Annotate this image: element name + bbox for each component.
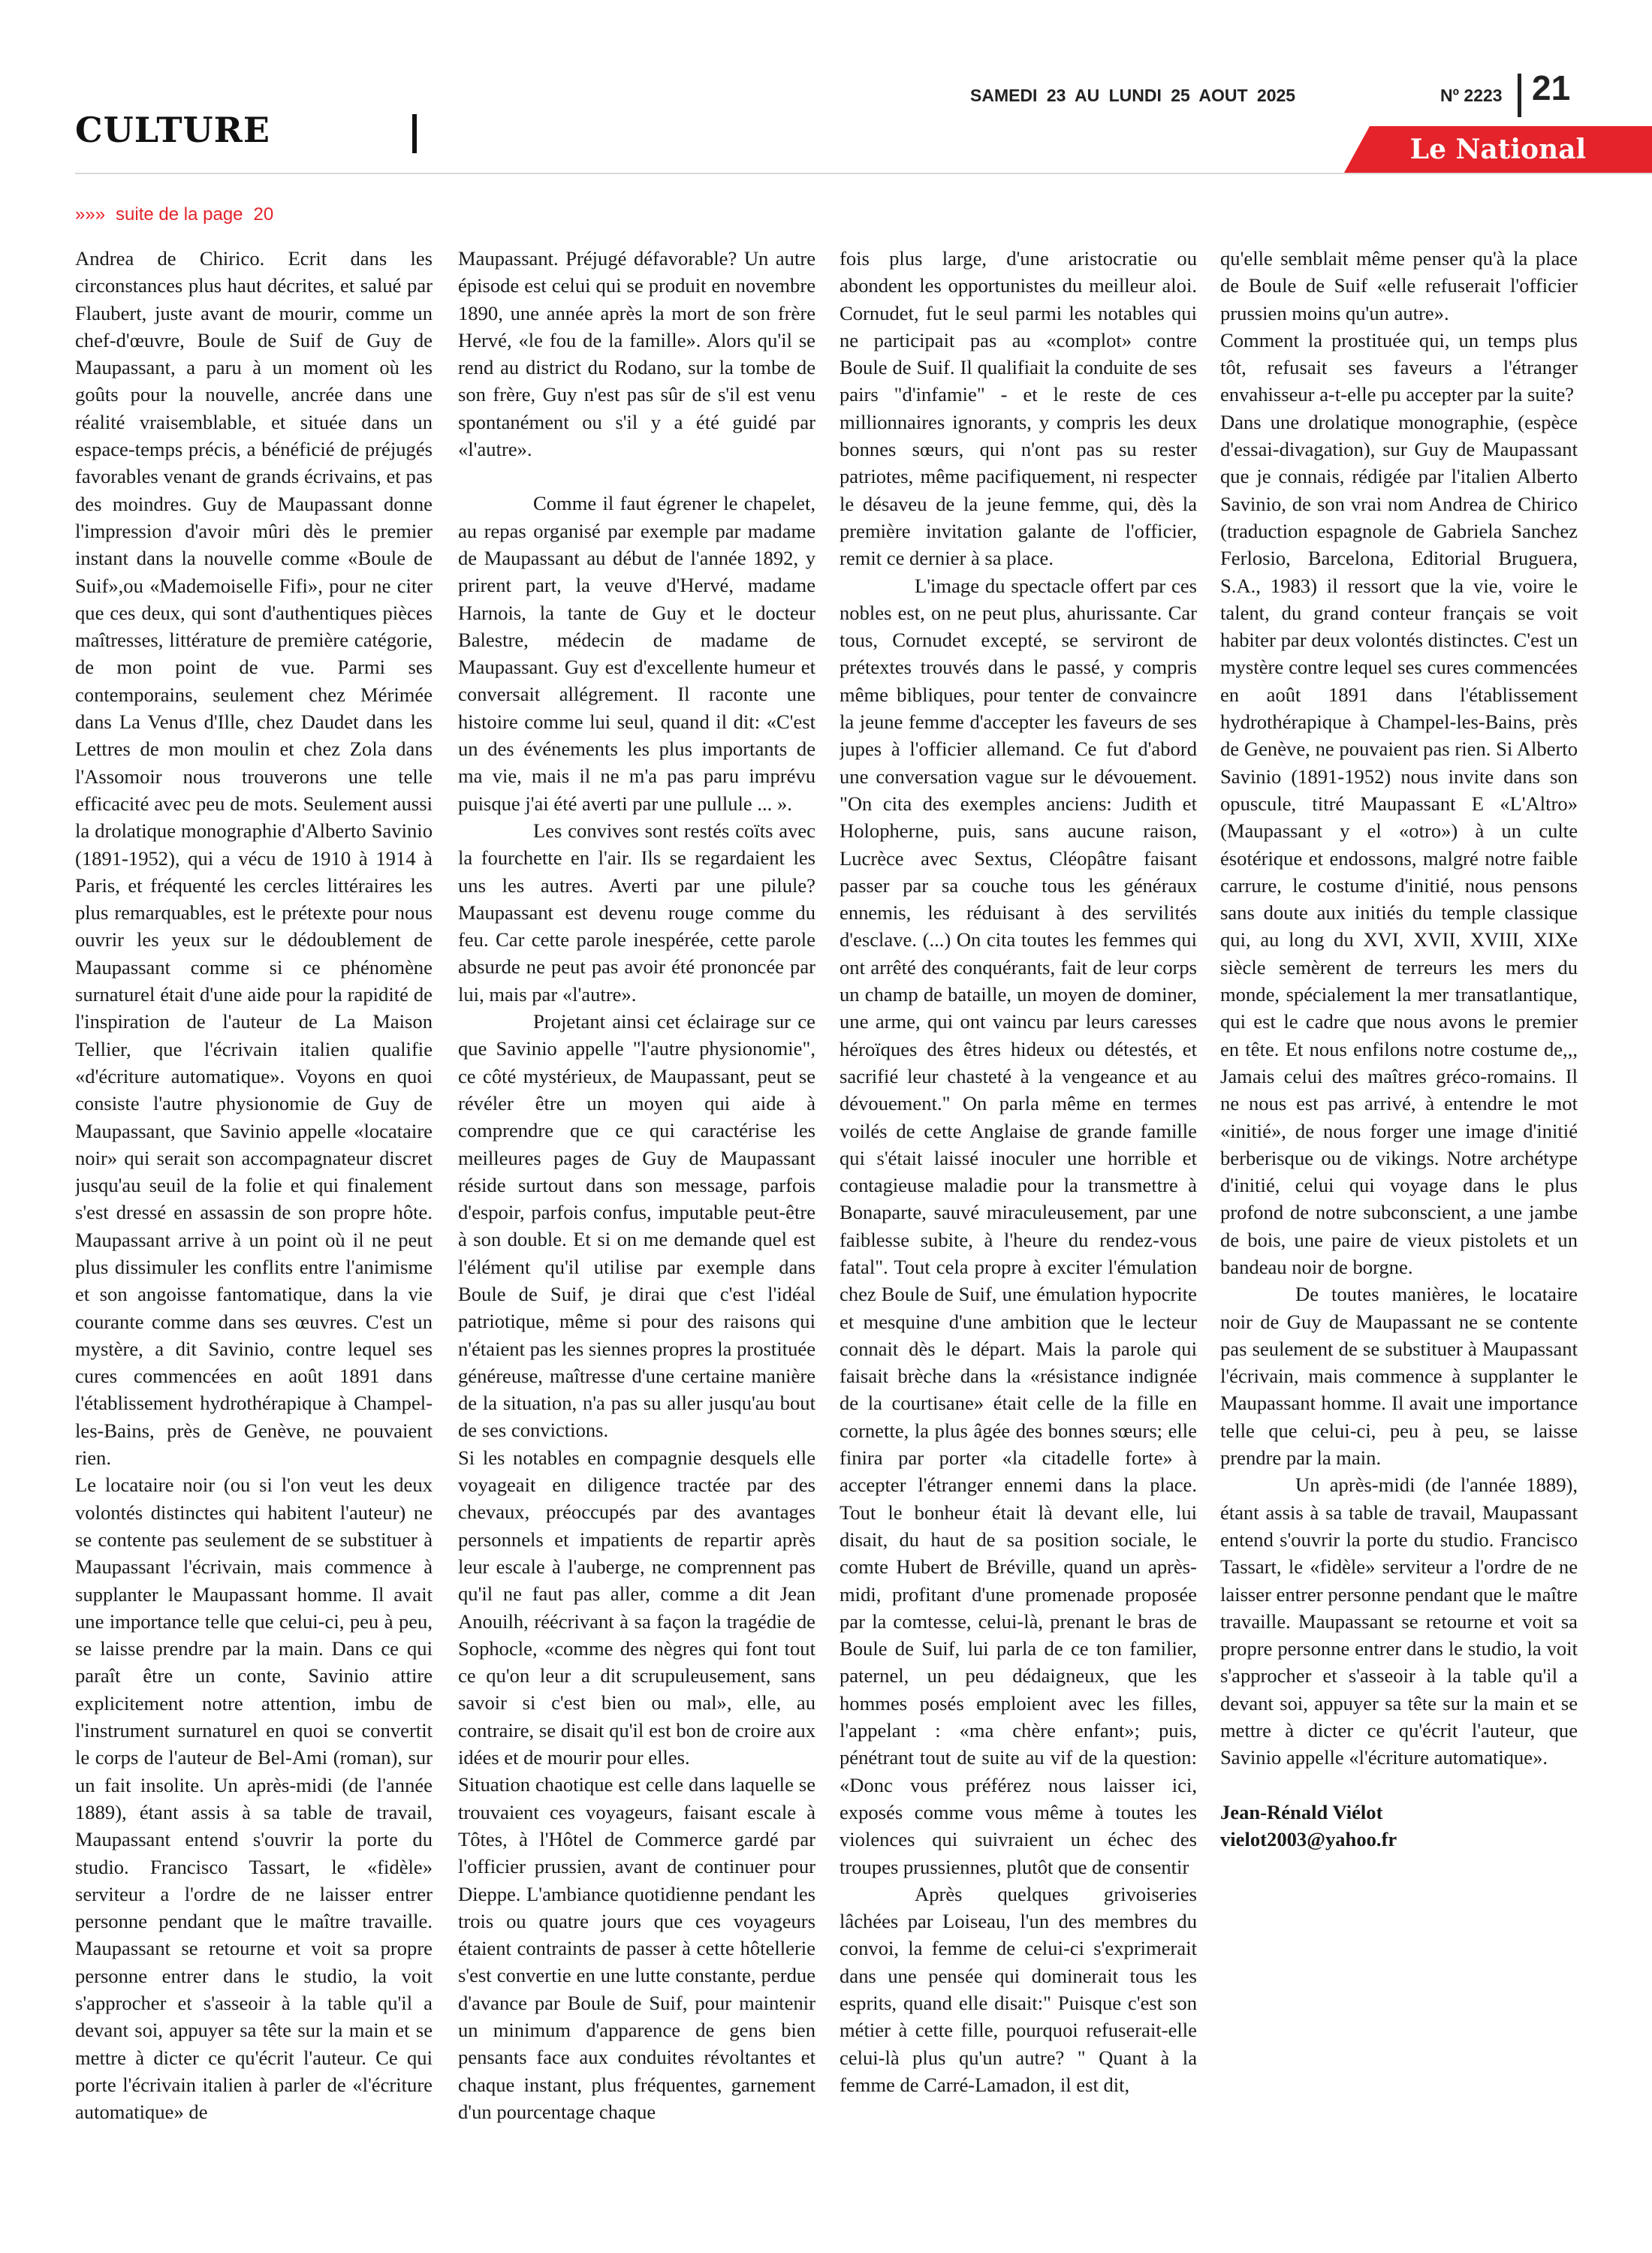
page-number-divider: [1518, 74, 1521, 117]
page-number: 21: [1532, 68, 1571, 107]
paragraph: De toutes manières, le locataire noir de Guy de Maupassant ne se contente pas seulement de se substituer à Maupassant l'écrivain, mais commence à supplanter le Maupassant homme. Il avait une importance telle que celui-ci, peu à peu, se laisse prendre par la main.: [1220, 1283, 1578, 1470]
byline: [1220, 1799, 1578, 1853]
continued-arrows: »»»: [75, 204, 106, 225]
paragraph: qu'elle semblait même penser qu'à la place de Boule de Suif «elle refuserait l'officier prussien moins qu'un autre».: [1220, 247, 1578, 324]
article-column-3: [840, 245, 1197, 2242]
author-email: vielot2003@yahoo.fr: [1220, 1827, 1397, 1850]
paragraph: L'image du spectacle offert par ces nobles est, on ne peut plus, ahurissante. Car tous, Cornudet excepté, se serviront de prétextes trouvés dans le passé, y compris même bibliques, pour tenter de convaincre la jeune femme d'accepter les faveurs de ses jupes à l'officier allemand. Ce fut d'abord une conversation vague sur le dévouement. "On cita des exemples anciens: Judith et Holopherne, puis, sans aucune raison, Lucrèce avec Sextus, Cléopâtre faisant passer par sa couche tous les généraux ennemis, les réduisant à des servilités d'esclave. (...) On cita toutes les femmes qui ont arrêté des conquérants, fait de leur corps un champ de bataille, un moyen de dominer, une arme, qui ont vaincu par leurs caresses héroïques des êtres hideux ou détestés, et sacrifié leur chasteté à la vengeance et au dévouement." On parla même en termes voilés de cette Anglaise de grande famille qui s'était laissé inoculer une horrible et contagieuse maladie pour la transmettre à Bonaparte, sauvé miraculeusement, par une faiblesse subite, à l'heure du rendez-vous fatal". Tout cela propre à exciter l'émulation chez Boule de Suif, une émulation hypocrite et mesquine d'une ambition que le lecteur connait dès le départ. Mais la parole qui faisait brèche dans la «résistance indignée de la courtisane» était celle de la fille en cornette, la plus âgée des bonnes sœurs; elle finira par porter «la citadelle forte» à accepter l'étranger ennemi dans la place. Tout le bonheur était là devant elle, lui disait, du haut de sa position sociale, le comte Hubert de Bréville, quand un après-midi, profitant d'une promenade proposée par la comtesse, celui-là, prenant le bras de Boule de Suif, lui parla de ce ton familier, paternel, un peu dédaigneux, que les hommes posés emploient avec les filles, l'appelant : «ma chère enfant»; puis, pénétrant tout de suite au vif de la question: «Donc vous préférez nous laisser ici, exposés comme vous même à toutes les violences qui suivraient un échec des troupes prussiennes, plutôt que de consentir: [840, 574, 1197, 1878]
paragraph: Maupassant. Préjugé défavorable? Un autre épisode est celui qui se produit en novembre 1890, une année après la mort de son frère Hervé, «le fou de la famille». Alors qu'il se rend au district du Rodano, sur la tombe de son frère, Guy n'est pas sûr de s'il est venu spontanément ou s'il y a été guidé par «l'autre».: [458, 247, 815, 461]
paragraph: Si les notables en compagnie desquels elle voyageait en diligence tractée par des chevaux, préoccupés par des avantages personnels et impatients de repartir après leur escale à l'auberge, ne comprennent pas qu'il ne faut pas aller, comme a dit Jean Anouilh, réécrivant à sa façon la tragédie de Sophocle, «comme des nègres qui font tout ce qu'on leur a dit scrupuleusement, sans savoir si c'est bien ou mal», elle, au contraire, se disait qu'il est bon de croire aux idées et de mourir pour elles.: [458, 1446, 815, 1769]
author-name: Jean-Rénald Viélot: [1220, 1800, 1383, 1823]
header-rule: [75, 173, 1652, 174]
issue-number: Nº 2223: [1440, 86, 1503, 105]
paragraph: Le locataire noir (ou si l'on veut les deux volontés distinctes qui habitent l'auteur) ne se contente pas seulement de se substituer à Maupassant l'écrivain, mais commence à supplanter le Maupassant homme. Il avait une importance telle que celui-ci, peu à peu, se laisse prendre par la main. Dans ce qui paraît être un conte, Savinio attire explicitement notre attention, imbu de l'instrument surnaturel en quoi se convertit le corps de l'auteur de Bel-Ami (roman), sur un fait insolite. Un après-midi (de l'année 1889), étant assis à sa table de travail, Maupassant entend s'ouvrir la porte du studio. Francisco Tassart, le «fidèle» serviteur a l'ordre de ne laisser entrer personne pendant que le maître travaille. Maupassant se retourne et voit sa propre personne entrer dans le studio, la voit s'approcher et s'asseoir à la table qu'il a devant soi, appuyer sa tête sur la main et se mettre à dicter ce qu'écrit l'auteur. Ce qui porte l'écrivain italien à parler de «l'écriture automatique» de: [75, 1473, 433, 2124]
paragraph: Andrea de Chirico. Ecrit dans les circonstances plus haut décrites, et salué par Flaubert, juste avant de mourir, comme un chef-d'œuvre, Boule de Suif de Guy de Maupassant, a paru à un moment où les goûts pour la nouvelle, ancrée dans une réalité vraisemblable, et située dans un espace-temps précis, a bénéficié de préjugés favorables venant de grands écrivains, et pas des moindres. Guy de Maupassant donne l'impression d'avoir mûri dès le premier instant dans la nouvelle comme «Boule de Suif»,ou «Mademoiselle Fifi», pour ne citer que ces deux, qui sont d'authentiques pièces maîtresses, littérature de première catégorie, de mon point de vue. Parmi ses contemporains, seulement chez Mérimée dans La Venus d'Ille, chez Daudet dans les Lettres de mon moulin et chez Zola dans l'Assomoir nous trouverons une telle efficacité avec peu de mots. Seulement aussi la drolatique monographie d'Alberto Savinio (1891-1952), qui a vécu de 1910 à 1914 à Paris, et fréquenté les cercles littéraires les plus remarquables, est le prétexte pour nous ouvrir les yeux sur le dédoublement de Maupassant comme si ce phénomène surnaturel était d'une aide pour la rapidité de l'inspiration de l'auteur de La Maison Tellier, que l'écrivain italien qualifie «d'écriture automatique». Voyons en quoi consiste l'autre physionomie de Guy de Maupassant, que Savinio appelle «locataire noir» qui serait son accompagnateur discret jusqu'au seuil de la folie et qui finalement s'est dressé en assassin de son propre hôte. Maupassant arrive à un point où il ne peut plus dissimuler les conflits entre l'animisme et son angoisse fantomatique, dans la vie courante comme dans ses œuvres. C'est un mystère, a dit Savinio, contre lequel ses cures commencées en août 1891 dans l'établissement hydrothérapique à Champel-les-Bains, près de Genève, ne pouvaient rien.: [75, 247, 433, 1470]
article-column-2: [458, 245, 815, 2242]
paragraph: fois plus large, d'une aristocratie ou abondent les opportunistes du meilleur aloi. Cornudet, fut le seul parmi les notables qui ne participait pas au «complot» contre Boule de Suif. Il qualifiait la conduite de ses pairs "d'infamie" - et le reste de ces millionnaires ignorants, y compris les deux bonnes sœurs, qui n'ont pas su rester patriotes, même pacifiquement, ni respecter le désaveu de la jeune femme, qui, dès la première invitation galante de l'officier, remit ce dernier à sa place.: [840, 247, 1197, 570]
continued-page: 20: [253, 204, 274, 225]
continued-from-note: [75, 204, 284, 225]
section-divider: [412, 114, 417, 153]
publication-name: Le National: [1409, 134, 1587, 165]
continued-text: suite de la page: [116, 204, 243, 225]
section-title: CULTURE: [75, 110, 270, 150]
paragraph: Situation chaotique est celle dans laquelle se trouvaient ces voyageurs, faisant escale à Tôtes, à l'Hôtel de Commerce gardé par l'officier prussien, avant de continuer pour Dieppe. L'ambiance quotidienne pendant les trois ou quatre jours que ces voyageurs étaient contraints de passer à cette hôtellerie s'est convertie en une lutte constante, perdue d'avance par Boule de Suif, pour maintenir un minimum d'apparence de gens bien pensants face aux conduites révoltantes et chaque instant, plus fréquentes, garnement d'un pourcentage chaque: [458, 1773, 815, 2123]
article-column-1: [75, 245, 433, 2242]
paragraph: Après quelques grivoiseries lâchées par Loiseau, l'un des membres du convoi, la femme de celui-ci s'exprimerait dans une pensée qui dominerait tous les esprits, quand elle disait:" Puisque c'est son métier à cette fille, pourquoi refuserait-elle celui-là plus qu'un autre? " Quant à la femme de Carré-Lamadon, il est dit,: [840, 1882, 1197, 2096]
paragraph: Comment la prostituée qui, un temps plus tôt, refusait ses faveurs a l'étranger envahisseur a-t-elle pu accepter par la suite?: [1220, 328, 1578, 406]
paragraph: Les convives sont restés coïts avec la fourchette en l'air. Ils se regardaient les uns les autres. Averti par une pilule? Maupassant est devenu rouge comme du feu. Car cette parole inespérée, cette parole absurde ne peut pas avoir été prononcée par lui, mais par «l'autre».: [458, 819, 815, 1006]
paragraph: Un après-midi (de l'année 1889), étant assis à sa table de travail, Maupassant entend s'ouvrir la porte du studio. Francisco Tassart, le «fidèle» serviteur a l'ordre de ne laisser entrer personne pendant que le maître travaille. Maupassant se retourne et voit sa propre personne entrer dans le studio, la voit s'approcher et s'asseoir à la table qu'il a devant soi, appuyer sa tête sur la main et se mettre à dicter ce qu'écrit l'auteur, que Savinio appelle «l'écriture automatique».: [1220, 1473, 1578, 1769]
paragraph: Projetant ainsi cet éclairage sur ce que Savinio appelle "l'autre physionomie", ce côté mystérieux, de Maupassant, peut se révéler être un moyen qui aide à comprendre que ce qui caractérise les meilleures pages de Guy de Maupassant réside surtout dans son message, parfois d'espoir, parfois confus, imputable peut-être à son double. Et si on me demande quel est l'élément qu'il utilise par exemple dans Boule de Suif, je dirai que c'est l'idéal patriotique, même si pour des raisons qui n'étaient pas les siennes propres la prostituée généreuse, maîtresse d'une certaine manière de la situation, n'a pas su aller jusqu'au bout de ses convictions.: [458, 1010, 815, 1442]
paragraph: Comme il faut égrener le chapelet, au repas organisé par exemple par madame de Maupassant au début de l'année 1892, y prirent part, la veuve d'Hervé, madame Harnois, la tante de Guy et le docteur Balestre, médecin de madame de Maupassant. Guy est d'excellente humeur et conversait allégrement. Il raconte une histoire comme lui seul, quand il dit: «C'est un des événements les plus importants de ma vie, mais il ne m'a pas paru imprévu puisque j'ai été averti par une pullule ... ».: [458, 492, 815, 815]
article-column-4: [1220, 245, 1578, 2242]
paragraph: Dans une drolatique monographie, (espèce d'essai-divagation), sur Guy de Maupassant que je connais, rédigée par l'italien Alberto Savinio, de son vrai nom Andrea de Chirico (traduction espagnole de Gabriela Sanchez Ferlosio, Barcelona, Editorial Bruguera, S.A., 1983) il ressort que la vie, voire le talent, du grand conteur français se voit habiter par deux volontés distinctes. C'est un mystère contre lequel ses cures commencées en août 1891 dans l'établissement hydrothérapique à Champel-les-Bains, près de Genève, ne pouvaient pas rien. Si Alberto Savinio (1891-1952) nous invite dans son opuscule, titré Maupassant E «L'Altro» (Maupassant y el «otro») à un culte ésotérique et endossons, malgré notre faible carrure, le costume d'initié, nous pensons sans doute aux initiés du temple classique qui, au long du XVI, XVII, XVIII, XIXe siècle semèrent de terreurs les mers du monde, spécialement la mer transatlantique, qui est le cadre que nous avons le premier en tête. Et nous enfilons notre costume de,,, Jamais celui des maîtres gréco-romains. Il ne nous est pas arrivé, à entendre le mot «initié», de nous forger une image d'initié berberisque ou de vikings. Notre archétype d'initié, celui qui voyage dans le plus profond de notre subconscient, a une jambe de bois, une paire de vieux pistolets et un bandeau noir de borgne.: [1220, 410, 1578, 1278]
dateline: SAMEDI 23 AU LUNDI 25 AOUT 2025: [970, 86, 1296, 105]
